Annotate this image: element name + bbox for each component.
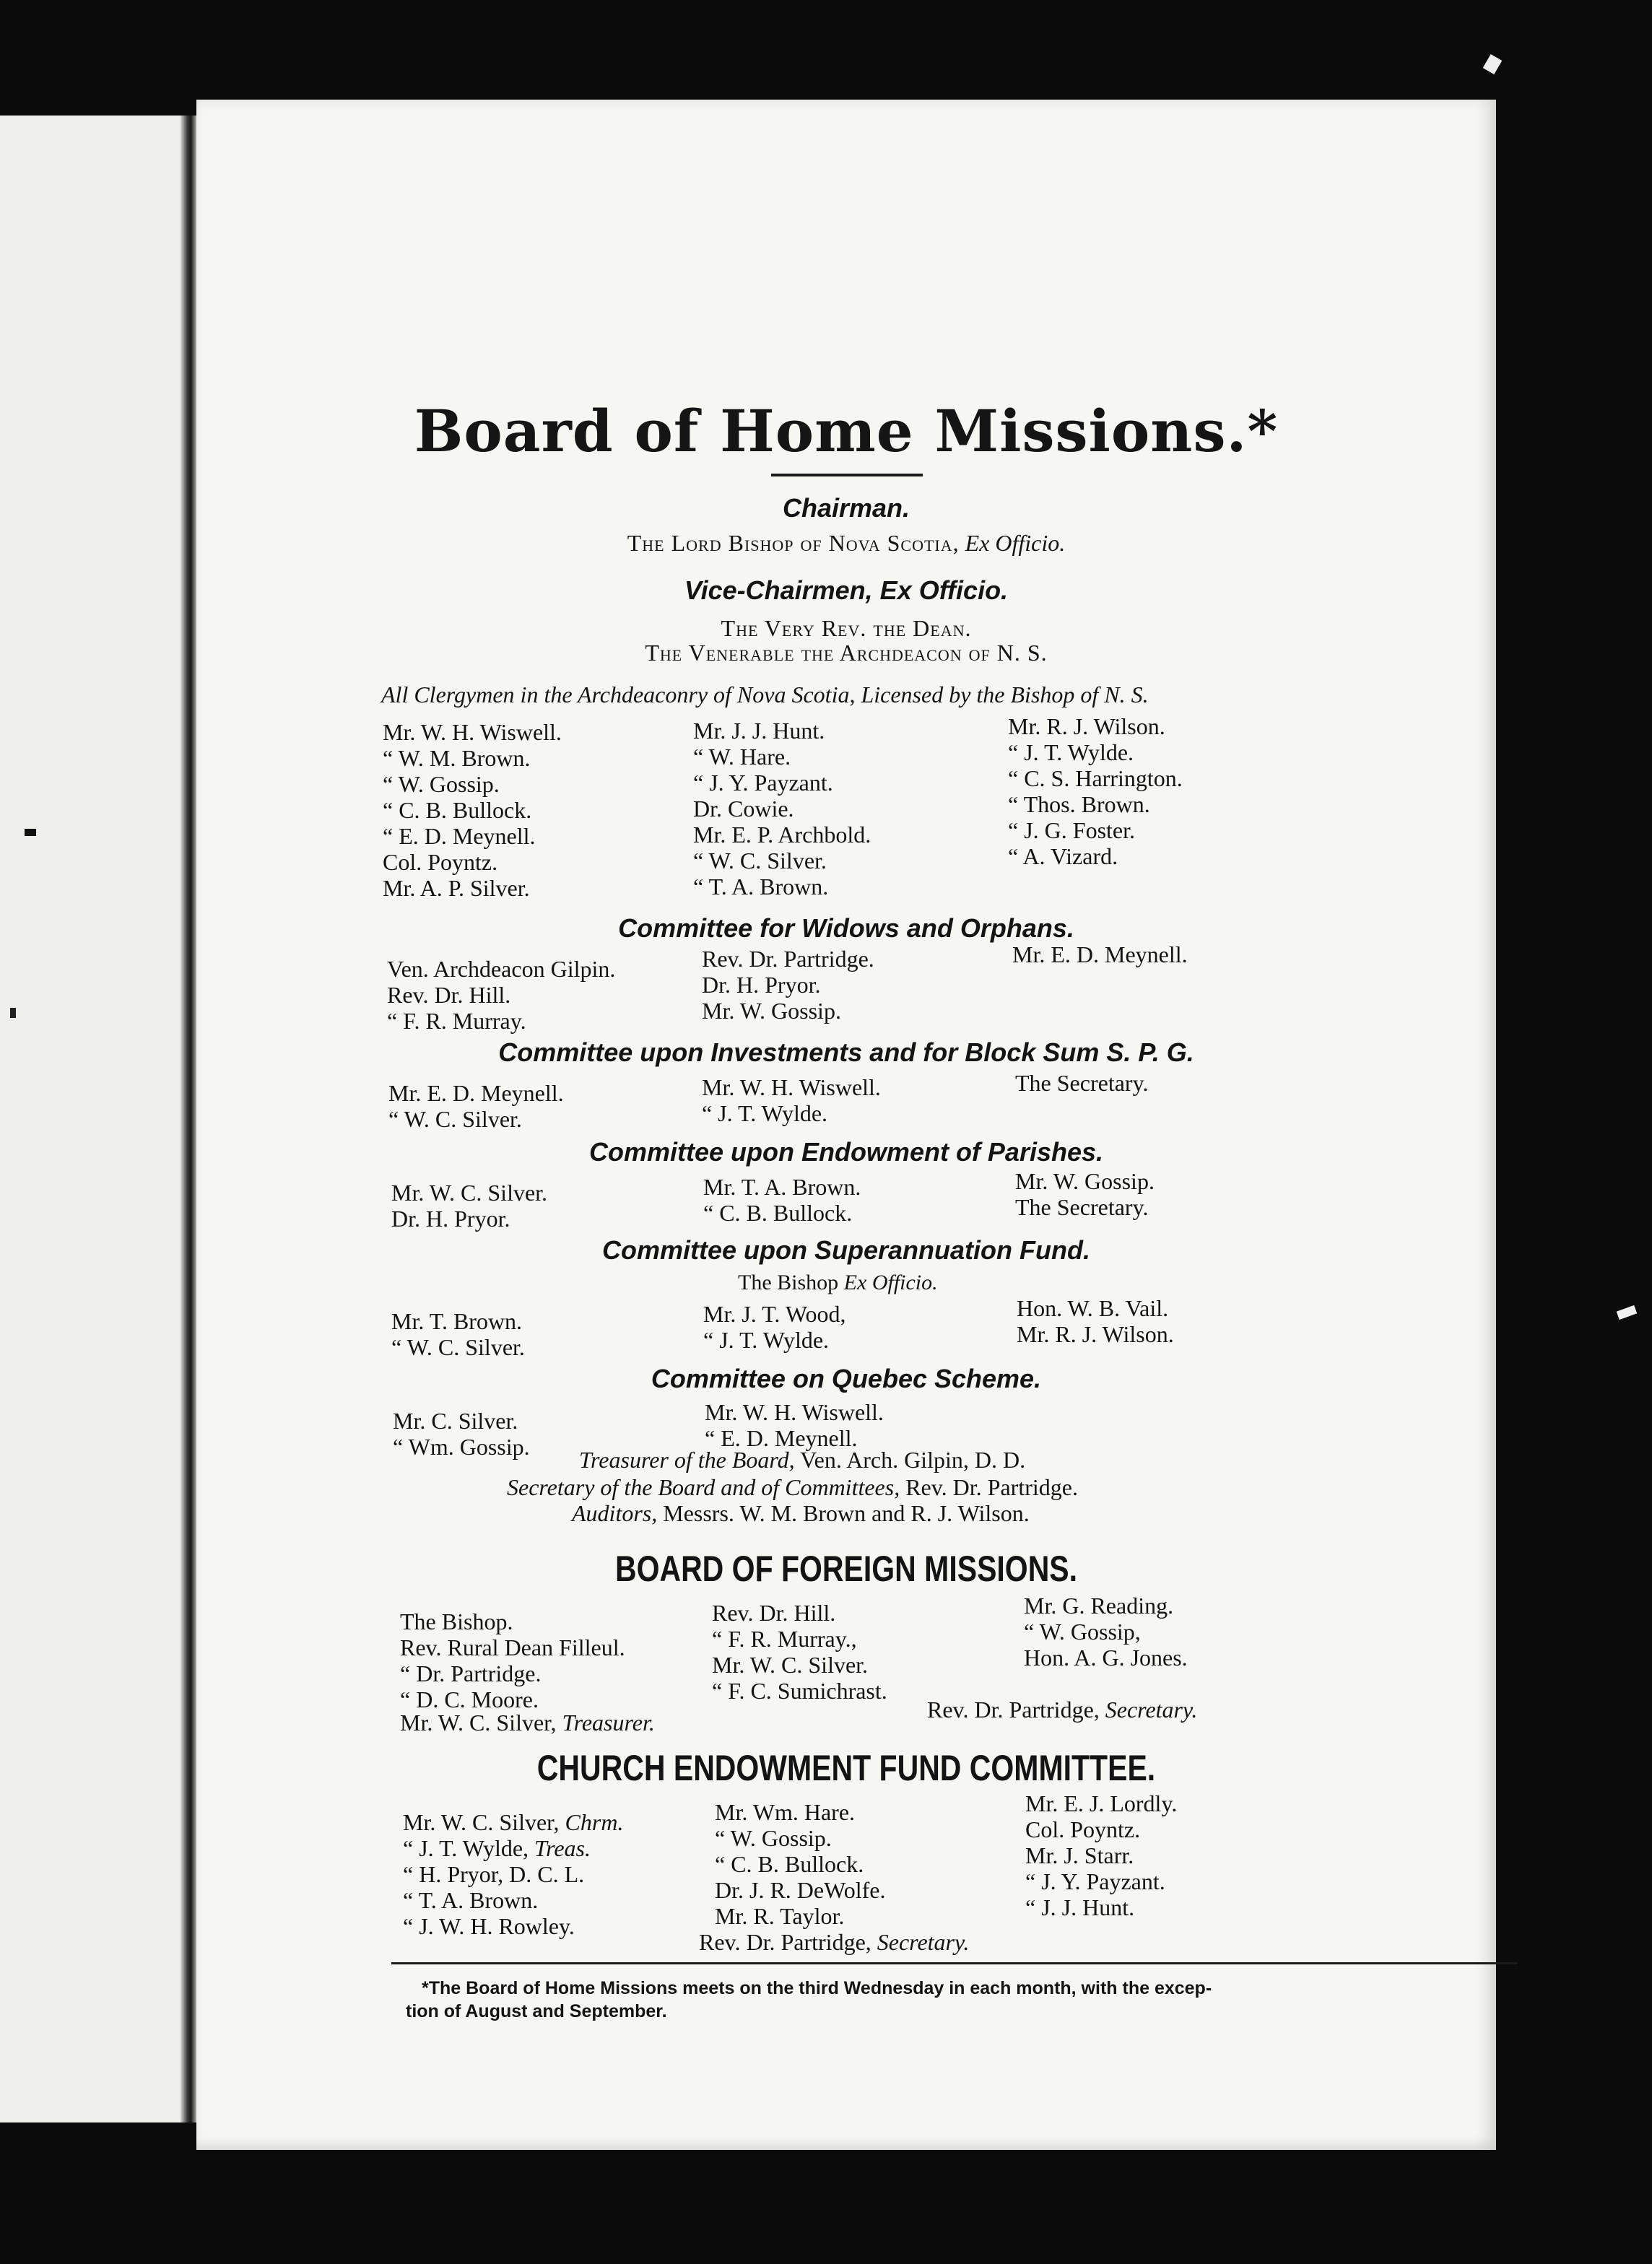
member-name: “ Thos. Brown. bbox=[1008, 791, 1150, 817]
secretary-name: Rev. Dr. Partridge. bbox=[905, 1474, 1078, 1500]
chairman-heading: Chairman. bbox=[782, 493, 910, 523]
endowment-column bbox=[1015, 1168, 1155, 1220]
member-name: Mr. R. J. Wilson. bbox=[1017, 1321, 1174, 1347]
vice-chairman-line: The Venerable the Archdeacon of N. S. bbox=[645, 640, 1048, 666]
member-name: “ J. T. Wylde, bbox=[403, 1835, 529, 1861]
chairman-name: The Lord Bishop of Nova Scotia, bbox=[627, 530, 960, 556]
member-name: Mr. W. Gossip. bbox=[702, 998, 841, 1024]
member-name: “ J. T. Wylde. bbox=[703, 1327, 830, 1353]
scan-speck bbox=[1617, 1305, 1638, 1320]
scan-speck bbox=[10, 1008, 16, 1018]
member-name: “ E. D. Meynell. bbox=[383, 823, 536, 849]
member-name: Mr. E. D. Meynell. bbox=[388, 1080, 564, 1106]
treasurer-name: Mr. W. C. Silver, bbox=[400, 1710, 557, 1736]
superannuation-column bbox=[391, 1308, 525, 1360]
member-name: “ W. C. Silver. bbox=[693, 848, 827, 874]
church-fund-column bbox=[1025, 1790, 1177, 1920]
member-name: The Secretary. bbox=[1015, 1070, 1149, 1096]
endowment-committee-heading: Committee upon Endowment of Parishes. bbox=[588, 1137, 1104, 1167]
quebec-committee-heading: Committee on Quebec Scheme. bbox=[651, 1364, 1042, 1393]
investments-column bbox=[1015, 1070, 1148, 1096]
member-name: “ W. Hare. bbox=[693, 744, 791, 770]
member-name: The Bishop. bbox=[400, 1608, 513, 1634]
quebec-column bbox=[705, 1399, 884, 1451]
auditors-names: Messrs. W. M. Brown and R. J. Wilson. bbox=[663, 1500, 1030, 1526]
member-name: “ F. C. Sumichrast. bbox=[712, 1678, 887, 1704]
foreign-column bbox=[1024, 1593, 1188, 1671]
secretary-role: Secretary. bbox=[877, 1929, 970, 1955]
member-name: Mr. G. Reading. bbox=[1024, 1593, 1174, 1619]
member-role: Chrm. bbox=[565, 1809, 624, 1835]
members-column bbox=[693, 718, 871, 900]
footnote-line: *The Board of Home Missions meets on the third Wednesday in each month, with the excep- bbox=[422, 1978, 1212, 1998]
member-name: Rev. Dr. Hill. bbox=[712, 1600, 836, 1626]
member-name: The Secretary. bbox=[1015, 1194, 1149, 1220]
member-name: “ J. Y. Payzant. bbox=[1025, 1868, 1165, 1894]
member-name: Col. Poyntz. bbox=[383, 849, 498, 875]
member-name: “ J. W. H. Rowley. bbox=[403, 1913, 575, 1939]
secretary-line bbox=[507, 1476, 1078, 1499]
member-name: Mr. J. J. Hunt. bbox=[693, 718, 825, 744]
chairman-ex-officio: Ex Officio. bbox=[965, 530, 1066, 556]
widows-column bbox=[702, 946, 874, 1024]
facing-page bbox=[0, 116, 189, 2122]
endowment-column bbox=[391, 1180, 547, 1232]
bishop-label: The Bishop bbox=[738, 1271, 839, 1294]
book-gutter bbox=[181, 116, 198, 2122]
member-name: Mr. E. P. Archbold. bbox=[693, 822, 871, 848]
footnote-rule bbox=[391, 1962, 1518, 1964]
member-name: Mr. W. H. Wiswell. bbox=[383, 719, 562, 745]
page-title: Board of Home Missions.* bbox=[414, 397, 1279, 465]
member-name: Mr. W. H. Wiswell. bbox=[705, 1399, 884, 1425]
member-name: “ J. T. Wylde. bbox=[1008, 739, 1134, 765]
member-name: “ W. M. Brown. bbox=[383, 745, 531, 771]
member-name: Dr. H. Pryor. bbox=[702, 972, 821, 998]
secretary-role: Secretary of the Board and of Committees, bbox=[507, 1474, 900, 1500]
member-name: “ W. C. Silver. bbox=[391, 1334, 525, 1360]
quebec-column bbox=[393, 1408, 530, 1460]
member-name: Mr. A. P. Silver. bbox=[383, 875, 530, 901]
secretary-role: Secretary. bbox=[1105, 1697, 1198, 1723]
member-entry bbox=[403, 1835, 623, 1861]
member-role: Treas. bbox=[534, 1835, 591, 1861]
foreign-secretary-line bbox=[927, 1698, 1197, 1721]
investments-column bbox=[702, 1074, 881, 1126]
ex-officio-label: Ex Officio. bbox=[843, 1271, 938, 1294]
member-name: “ F. R. Murray. bbox=[387, 1008, 526, 1034]
endowment-column bbox=[703, 1174, 861, 1226]
member-name: “ T. A. Brown. bbox=[693, 874, 829, 900]
widows-column bbox=[1012, 941, 1188, 967]
member-name: Col. Poyntz. bbox=[1025, 1816, 1141, 1842]
widows-committee-heading: Committee for Widows and Orphans. bbox=[618, 913, 1074, 943]
member-name: Dr. J. R. DeWolfe. bbox=[715, 1877, 886, 1903]
member-name: Mr. J. T. Wood, bbox=[703, 1301, 846, 1327]
member-name: “ Wm. Gossip. bbox=[393, 1434, 530, 1460]
member-name: Hon. W. B. Vail. bbox=[1017, 1295, 1169, 1321]
member-entry bbox=[403, 1809, 623, 1835]
member-name: Mr. W. C. Silver. bbox=[712, 1652, 869, 1678]
church-fund-column bbox=[715, 1799, 886, 1929]
member-name: “ A. Vizard. bbox=[1008, 843, 1118, 869]
member-name: Mr. W. H. Wiswell. bbox=[702, 1074, 881, 1100]
auditors-role: Auditors, bbox=[572, 1500, 658, 1526]
clergy-note: All Clergymen in the Archdeaconry of Nova Scotia, Licensed by the Bishop of N. S. bbox=[381, 682, 1149, 708]
member-name: “ T. A. Brown. bbox=[403, 1887, 539, 1913]
member-name: “ W. C. Silver. bbox=[388, 1106, 522, 1132]
foreign-column bbox=[712, 1600, 887, 1704]
member-name: “ W. Gossip, bbox=[1024, 1619, 1141, 1645]
member-name: Mr. C. Silver. bbox=[393, 1408, 518, 1434]
member-name: “ F. R. Murray., bbox=[712, 1626, 857, 1652]
treasurer-line bbox=[579, 1448, 1025, 1471]
member-name: Hon. A. G. Jones. bbox=[1024, 1645, 1188, 1671]
secretary-name: Rev. Dr. Partridge, bbox=[699, 1929, 871, 1955]
member-name: Rev. Dr. Hill. bbox=[387, 982, 511, 1008]
member-name: “ W. Gossip. bbox=[715, 1825, 832, 1851]
superannuation-column bbox=[703, 1301, 845, 1353]
church-fund-column bbox=[403, 1809, 623, 1939]
scan-speck bbox=[25, 829, 36, 836]
member-name: Mr. T. Brown. bbox=[391, 1308, 523, 1334]
member-name: Dr. Cowie. bbox=[693, 796, 794, 822]
auditors-line bbox=[572, 1502, 1030, 1525]
member-name: “ Dr. Partridge. bbox=[400, 1660, 542, 1686]
member-name: “ C. B. Bullock. bbox=[703, 1200, 853, 1226]
member-name: Mr. E. J. Lordly. bbox=[1025, 1790, 1178, 1816]
member-name: “ H. Pryor, D. C. L. bbox=[403, 1861, 585, 1887]
members-column bbox=[1008, 713, 1183, 869]
treasurer-name: Ven. Arch. Gilpin, D. D. bbox=[800, 1447, 1026, 1473]
document-page bbox=[196, 100, 1496, 2150]
member-name: “ J. Y. Payzant. bbox=[693, 770, 833, 796]
vice-chairmen-heading: Vice-Chairmen, Ex Officio. bbox=[684, 575, 1009, 605]
vice-chairman-line: The Very Rev. the Dean. bbox=[721, 615, 972, 641]
chairman-line bbox=[196, 531, 1496, 554]
member-name: Rev. Dr. Partridge. bbox=[702, 946, 874, 972]
superannuation-committee-heading: Committee upon Superannuation Fund. bbox=[602, 1235, 1090, 1265]
member-name: Mr. W. C. Silver. bbox=[391, 1180, 548, 1206]
member-name: Mr. W. Gossip. bbox=[1015, 1168, 1155, 1194]
church-endowment-heading: CHURCH ENDOWMENT FUND COMMITTEE. bbox=[536, 1748, 1156, 1788]
foreign-missions-heading: BOARD OF FOREIGN MISSIONS. bbox=[614, 1549, 1078, 1589]
investments-committee-heading: Committee upon Investments and for Block Sum S. P. G. bbox=[498, 1037, 1194, 1067]
member-name: Ven. Archdeacon Gilpin. bbox=[387, 956, 616, 982]
footnote-line: tion of August and September. bbox=[406, 2001, 667, 2021]
foreign-treasurer-line bbox=[400, 1711, 655, 1734]
superannuation-column bbox=[1017, 1295, 1174, 1347]
widows-column bbox=[387, 956, 615, 1034]
member-name: “ C. B. Bullock. bbox=[715, 1851, 864, 1877]
title-rule bbox=[771, 474, 923, 476]
secretary-name: Rev. Dr. Partridge, bbox=[927, 1697, 1100, 1723]
member-name: “ C. B. Bullock. bbox=[383, 797, 532, 823]
scan-speck bbox=[1483, 54, 1503, 74]
member-name: “ J. T. Wylde. bbox=[702, 1100, 828, 1126]
member-name: Dr. H. Pryor. bbox=[391, 1206, 510, 1232]
member-name: “ J. G. Foster. bbox=[1008, 817, 1135, 843]
member-name: “ D. C. Moore. bbox=[400, 1686, 539, 1712]
member-name: Mr. T. A. Brown. bbox=[703, 1174, 861, 1200]
member-name: Mr. R. J. Wilson. bbox=[1008, 713, 1165, 739]
member-name: Mr. W. C. Silver, bbox=[403, 1809, 560, 1835]
member-name: Rev. Rural Dean Filleul. bbox=[400, 1634, 625, 1660]
foreign-column bbox=[400, 1608, 625, 1712]
treasurer-role: Treasurer of the Board, bbox=[579, 1447, 795, 1473]
member-name: “ C. S. Harrington. bbox=[1008, 765, 1183, 791]
member-name: “ J. J. Hunt. bbox=[1025, 1894, 1135, 1920]
member-name: Mr. E. D. Meynell. bbox=[1012, 941, 1188, 967]
member-name: “ W. Gossip. bbox=[383, 771, 500, 797]
member-name: Mr. Wm. Hare. bbox=[715, 1799, 856, 1825]
member-name: Mr. R. Taylor. bbox=[715, 1903, 845, 1929]
superannuation-subline bbox=[738, 1272, 938, 1294]
treasurer-role: Treasurer. bbox=[562, 1710, 655, 1736]
church-fund-secretary-line bbox=[699, 1930, 969, 1954]
member-name: Mr. J. Starr. bbox=[1025, 1842, 1134, 1868]
investments-column bbox=[388, 1080, 564, 1132]
member-name: “ E. D. Meynell. bbox=[705, 1425, 858, 1451]
members-column bbox=[383, 719, 562, 901]
